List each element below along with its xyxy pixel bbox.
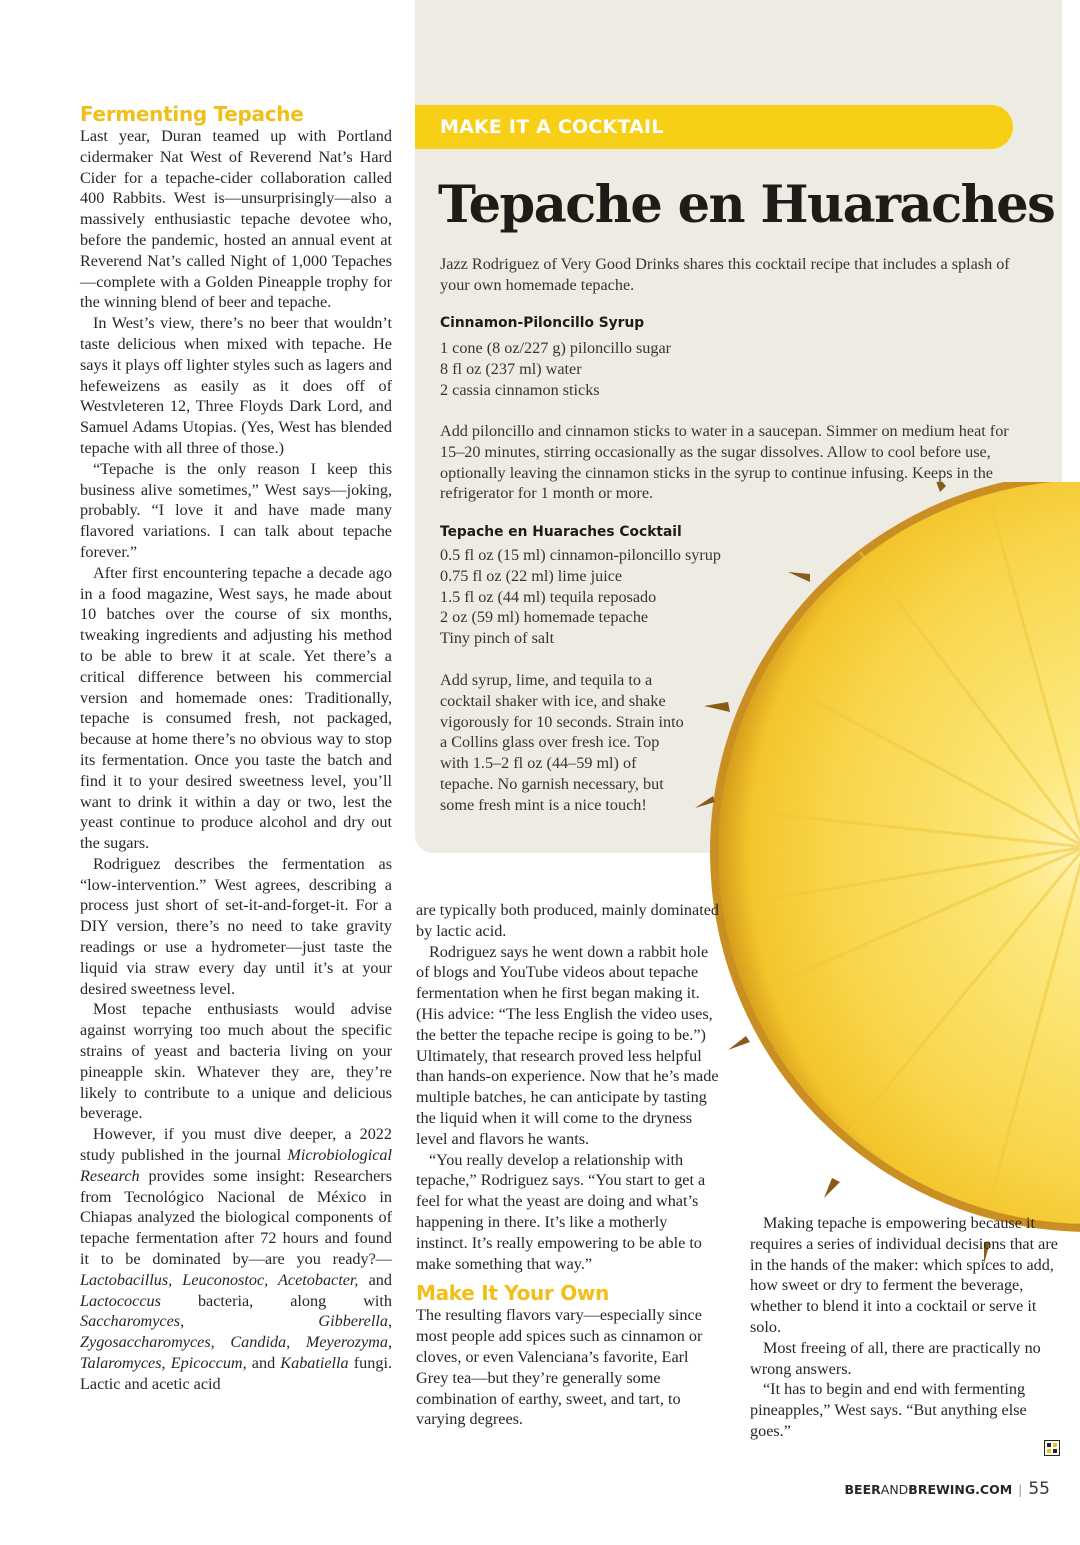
paragraph: After first encountering tepache a decade ago in a food magazine, West says, he made about 10 batches over the course of six months, tweaking ingredients and adjusting his method to be able to brew it at scale. Yet there’s a critical difference between his commercial version and homemade ones: Traditionally, tepache is consumed fresh, not packaged, because at home there’s no obvious way to stop its fermentation. Once you taste the batch and find it to your desired sweetness level, you’ll want to drink it within a day or two, lest the yeast continue to produce alcohol and dry out the sugars. xyxy=(80,563,392,853)
paragraph: Most tepache enthusiasts would advise against worrying too much about the specific strains of yeast and bacteria living on your pineapple skin. Whatever they are, they’re likely to contribute to a unique and delicious beverage. xyxy=(80,1000,392,1123)
paragraph: Rodriguez says he went down a rabbit hole of blogs and YouTube videos about tepache fermentation when he first began making it. (His advice: “The less English the video uses, the better the tepache recipe is going to be.”) Ultimately, that research proved less helpful than hands-on experience. Now that he’s made multiple batches, he can anticipate by tasting the liquid when it will come to the dryness level and flavors he wants. xyxy=(416,942,719,1148)
paragraph: Last year, Duran teamed up with Portland cidermaker Nat West of Reverend Nat’s Hard Cider for a tepache-cider collaboration called 400 Rabbits. West is—unsurprisingly—also a massively enthusiastic tepache devotee who, before the pandemic, hosted an annual event at Reverend Nat’s called Night of 1,000 Tepaches—complete with a Golden Pineapple trophy for the winning blend of beer and tepache. xyxy=(80,127,392,312)
syrup-heading: Cinnamon-Piloncillo Syrup xyxy=(440,315,645,331)
paragraph: “Tepache is the only reason I keep this business alive sometimes,” West says—joking, probably. “I love it and have made many flavored variations. I can talk about tepache forever.” xyxy=(80,459,392,561)
paragraph: The resulting flavors vary—especially since most people add spices such as cinnamon or cloves, or even Valenciana’s favorite, Earl Grey tea—but they’re generally some combination of earthy, sweet, and tart, to varying degrees. xyxy=(416,1306,703,1429)
ingredient-item: 1 cone (8 oz/227 g) piloncillo sugar xyxy=(440,339,672,357)
ingredient-item: 0.5 fl oz (15 ml) cinnamon-piloncillo syrup xyxy=(440,546,721,564)
paragraph-study: However, if you must dive deeper, a 2022 study published in the journal Microbiological Research provides some insight: Researchers from Tecnológico Nacional de México in Chiapas analyzed the biological components of tepache fermentation after 72 hours and found it to be dominated by—are you ready?—Lactobacillus, Leuconostoc, Acetobacter, and Lactococcus bacteria, along with Saccharomyces, Gibberella, Zygosaccharomyces, Candida, Meyerozyma, Talaromyces, Epicoccum, and Kabatiella fungi. Lactic and acetic acid xyxy=(80,1125,392,1393)
paragraph: Most freeing of all, there are practically no wrong answers. xyxy=(750,1338,1041,1378)
footer-brand-brewing: BREWING.COM xyxy=(908,1482,1013,1497)
footer-brand-and: AND xyxy=(880,1482,909,1497)
cocktail-recipe-heading: Tepache en Huaraches Cocktail xyxy=(440,524,682,540)
end-mark-icon xyxy=(1044,1440,1060,1456)
bacteria-genera: Lactococcus xyxy=(80,1291,161,1310)
ingredient-item: 1.5 fl oz (44 ml) tequila reposado xyxy=(440,587,657,606)
cocktail-title: Tepache en Huaraches xyxy=(438,175,1055,235)
cocktail-banner-label: MAKE IT A COCKTAIL xyxy=(440,116,664,138)
article-column-2 xyxy=(416,900,721,1430)
fungi-genera: Saccharomyces, Gibberella, Zygosaccharomyces, Candida, Meyerozyma, Talaromyces, Epicoccum, xyxy=(80,1312,392,1373)
section-heading-fermenting: Fermenting Tepache xyxy=(80,102,304,126)
cocktail-intro: Jazz Rodriguez of Very Good Drinks shares this cocktail recipe that includes a splash of your own homemade tepache. xyxy=(440,255,1010,294)
cocktail-ingredients xyxy=(440,545,770,649)
syrup-method: Add piloncillo and cinnamon sticks to water in a saucepan. Simmer on medium heat for 15–20 minutes, stirring occasionally as the sugar dissolves. Allow to cool before use, optionally leaving the cinnamon sticks in the syrup to continue infusing. Keeps in the refrigerator for 1 month or more. xyxy=(440,422,1009,503)
article-column-1 xyxy=(80,102,392,1395)
ingredient-item: Tiny pinch of salt xyxy=(440,629,555,648)
ingredient-item: 0.75 fl oz (22 ml) lime juice xyxy=(440,566,623,585)
footer-brand-beer: BEER xyxy=(844,1482,881,1497)
ingredient-item: 8 fl oz (237 ml) water xyxy=(440,359,582,378)
article-column-3 xyxy=(750,1213,1060,1442)
cocktail-method: Add syrup, lime, and tequila to a cocktail shaker with ice, and shake vigorously for 10 seconds. Strain into a Collins glass over fresh ice. Top with 1.5–2 fl oz (44–59 ml) of tepache. No garnish necessary, but some fresh mint is a nice touch! xyxy=(440,671,684,814)
journal-name: Microbiological Research xyxy=(80,1146,392,1185)
paragraph: Making tepache is empowering because it requires a series of individual decisions that are in the hands of the maker: which spices to add, how sweet or dry to ferment the beverage, whether to blend it into a cocktail or serve it solo. xyxy=(750,1214,1058,1336)
paragraph: are typically both produced, mainly dominated by lactic acid. xyxy=(416,901,719,940)
fungi-genera: Kabatiella xyxy=(280,1354,349,1373)
ingredient-item: 2 cassia cinnamon sticks xyxy=(440,380,600,399)
paragraph: “You really develop a relationship with tepache,” Rodriguez says. “You start to get a feel for what the yeast are doing and what’s happening in there. It’s like a motherly instinct. It’s really empowering to be able to make something that way.” xyxy=(416,1150,706,1273)
paragraph: In West’s view, there’s no beer that wouldn’t taste delicious when mixed with tepache. He says it plays off lighter styles such as lagers and hefeweizens as easily as it does off of Westvleteren 12, Three Floyds Dark Lord, and Samuel Adams Utopias. (Yes, West has blended tepache with all three of those.) xyxy=(80,314,392,457)
page-number: 55 xyxy=(1028,1479,1050,1499)
bacteria-genera: Lactobacillus, Leuconostoc, Acetobacter, xyxy=(80,1270,359,1289)
ingredient-item: 2 oz (59 ml) homemade tepache xyxy=(440,608,649,627)
paragraph: “It has to begin and end with fermenting pineapples,” West says. “But anything else goes.” xyxy=(750,1380,1027,1440)
footer-separator: | xyxy=(1018,1482,1023,1497)
section-heading-make-your-own: Make It Your Own xyxy=(416,1281,610,1306)
page-footer xyxy=(845,1478,1050,1501)
paragraph: Rodriguez describes the fermentation as “low-intervention.” West agrees, describing a process just short of set-it-and-forget-it. For a DIY version, there’s no need to take gravity readings or use a hydrometer—just taste the liquid via straw every day until it’s at your desired sweetness level. xyxy=(80,854,392,998)
syrup-ingredients xyxy=(440,338,840,400)
